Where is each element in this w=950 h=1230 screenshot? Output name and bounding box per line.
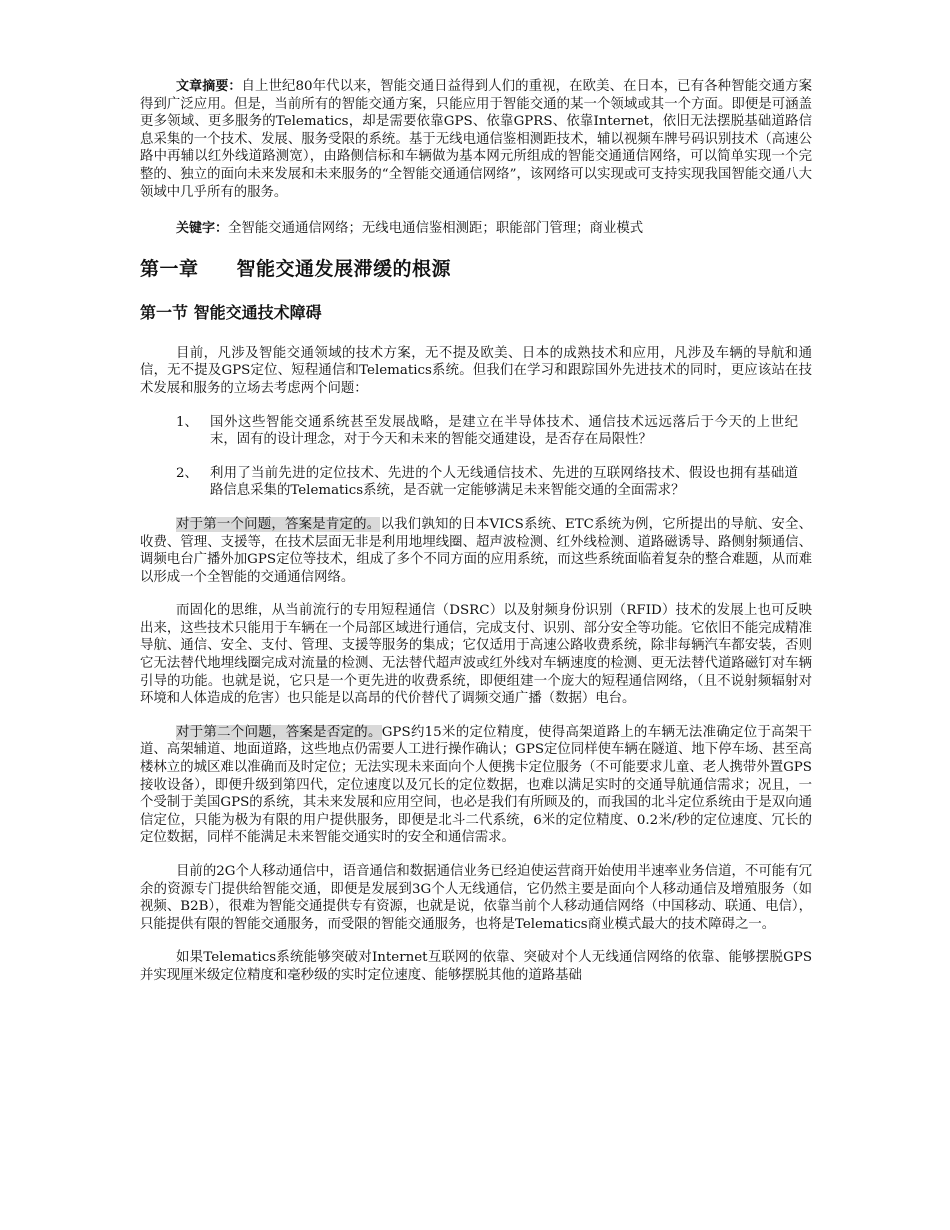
paragraph-text: GPS约15米的定位精度，使得高架道路上的车辆无法准确定位于高架干道、高架辅道、地面道路，这些地点仍需要人工进行操作确认；GPS定位同样使车辆在隧道、地下停车场、甚至高楼林立的城区难以准确而及时定位；无法实现未来面向个人便携卡定位服务（不可能要求儿童、老人携带外置GPS接收设备），即便升级到第四代，定位速度以及冗长的定位数据，也难以满足实时的交通导航通信需求；况且，一个受制于美国GPS的系统，其未来发展和应用空间，也必是我们有所顾及的，而我国的北斗定位系统由于是双向通信定位，只能为极为有限的用户提供服务，即便是北斗二代系统，6米的定位精度、0.2米/秒的定位速度、冗长的定位数据，同样不能满足未来智能交通实时的安全和通信需求。 xyxy=(140,724,813,846)
body-paragraph-2 xyxy=(140,516,812,586)
chapter-title: 智能交通发展滞缓的根源 xyxy=(236,257,452,280)
abstract-paragraph xyxy=(140,78,812,201)
body-paragraph-1: 目前，凡涉及智能交通领域的技术方案，无不提及欧美、日本的成熟技术和应用，凡涉及车辆的导航和通信，无不提及GPS定位、短程通信和Telematics系统。但我们在学习和跟踪国外先进技术的同时，更应该站在技术发展和服务的立场去考虑两个问题： xyxy=(140,345,812,396)
highlighted-answer: 对于第一个问题，答案是肯定的。 xyxy=(176,516,381,532)
abstract-text: 自上世纪80年代以来，智能交通日益得到人们的重视，在欧美、在日本，已有各种智能交通方案得到广泛应用。但是，当前所有的智能交通方案，只能应用于智能交通的某一个领域或其一个方面。即便是可涵盖更多领域、更多服务的Telematics，却是需要依靠GPS、依靠GPRS、依靠Internet，依旧无法摆脱基础道路信息采集的一个技术、发展、服务受限的系统。基于无线电通信鉴相测距技术，辅以视频车牌号码识别技术（高速公路中再辅以红外线道路测宽），由路侧信标和车辆做为基本网元所组成的智能交通通信网络，可以简单实现一个完整的、独立的面向未来发展和未来服务的“全智能交通通信网络”，该网络可以实现或可支持实现我国智能交通八大领域中几乎所有的服务。 xyxy=(140,79,812,200)
list-item-number: 1、 xyxy=(176,414,198,430)
body-paragraph-3: 而固化的思维，从当前流行的专用短程通信（DSRC）以及射频身份识别（RFID）技术的发展上也可反映出来，这些技术只能用于车辆在一个局部区域进行通信，完成支付、识别、部分安全等功能。它依旧不能完成精准导航、通信、安全、支付、管理、支援等服务的集成；它仅适用于高速公路收费系统，除非每辆汽车都安装，否则它无法替代地埋线圈完成对流量的检测、无法替代超声波或红外线对车辆速度的检测、更无法替代道路磁钉对车辆引导的功能。也就是说，它只是一个更先进的收费系统，即便组建一个庞大的短程通信网络，（且不说射频辐射对环境和人体造成的危害）也只能是以高昂的代价替代了调频交通广播（数据）电台。 xyxy=(140,603,812,707)
paragraph-text: 以我们孰知的日本VICS系统、ETC系统为例，它所提出的导航、安全、收费、管理、支援等，在技术层面无非是利用地埋线圈、超声波检测、红外线检测、道路磁诱导、路侧射频通信、调频电台广播外加GPS定位等技术，组成了多个不同方面的应用系统，而这些系统面临着复杂的整合难题，从而难以形成一个全智能的交通通信网络。 xyxy=(140,516,812,585)
body-paragraph-6: 如果Telematics系统能够突破对Internet互联网的依靠、突破对个人无线通信网络的依靠、能够摆脱GPS并实现厘米级定位精度和毫秒级的实时定位速度、能够摆脱其他的道路基础 xyxy=(140,950,812,983)
body-paragraph-5: 目前的2G个人移动通信中，语音通信和数据通信业务已经迫使运营商开始使用半速率业务信道，不可能有冗余的资源专门提供给智能交通，即便是发展到3G个人无线通信，它仍然主要是面向个人移动通信及增殖服务（如视频、B2B），很难为智能交通提供专有资源，也就是说，依靠当前个人移动通信网络（中国移动、联通、电信），只能提供有限的智能交通服务，而受限的智能交通服务，也将是Telematics商业模式最大的技术障碍之一。 xyxy=(140,864,812,932)
keywords-paragraph xyxy=(140,220,812,238)
keywords-text: 全智能交通通信网络；无线电通信鉴相测距；职能部门管理；商业模式 xyxy=(228,221,644,237)
list-item-2 xyxy=(176,465,812,500)
chapter-heading xyxy=(140,256,812,282)
list-item-1 xyxy=(176,414,812,449)
document-page xyxy=(140,78,812,1001)
section-heading: 第一节 智能交通技术障碍 xyxy=(140,302,322,322)
abstract-label: 文章摘要： xyxy=(176,79,242,94)
list-item-text: 利用了当前先进的定位技术、先进的个人无线通信技术、先进的互联网络技术、假设也拥有基础道路信息采集的Telematics系统，是否就一定能够满足未来智能交通的全面需求？ xyxy=(210,465,798,499)
list-item-text: 国外这些智能交通系统甚至发展战略，是建立在半导体技术、通信技术远远落后于今天的上世纪末，固有的设计理念，对于今天和未来的智能交通建设，是否存在局限性？ xyxy=(210,414,798,448)
keywords-label: 关键字： xyxy=(176,221,229,237)
body-paragraph-4 xyxy=(140,724,812,847)
chapter-number: 第一章 xyxy=(140,257,199,280)
list-item-number: 2、 xyxy=(176,465,198,481)
highlighted-answer: 对于第二个问题，答案是否定的。 xyxy=(176,724,382,740)
